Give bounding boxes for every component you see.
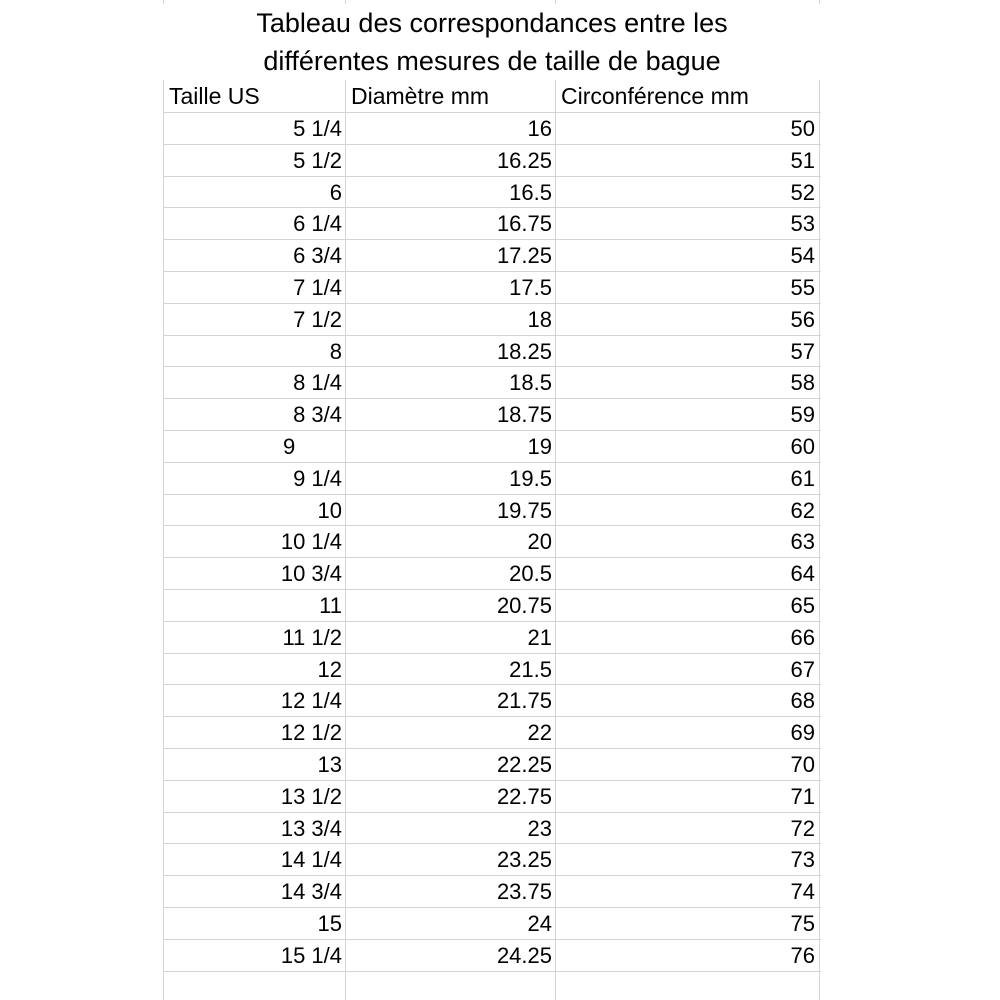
- cell-circumference[interactable]: 69: [790, 720, 815, 746]
- table-row: [163, 366, 821, 398]
- cell-circumference[interactable]: 74: [790, 879, 815, 905]
- table-row: [163, 589, 821, 621]
- cell-diameter[interactable]: 20: [527, 529, 552, 555]
- cell-us-size[interactable]: 10 3/4: [280, 561, 342, 587]
- cell-diameter[interactable]: 16.75: [496, 211, 552, 237]
- cell-diameter[interactable]: 21.75: [496, 688, 552, 714]
- cell-us-size[interactable]: 11 1/2: [282, 624, 342, 650]
- cell-diameter[interactable]: 16.5: [509, 179, 552, 205]
- cell-circumference[interactable]: 66: [790, 624, 815, 650]
- cell-circumference[interactable]: 58: [790, 370, 815, 396]
- cell-diameter[interactable]: 17.5: [509, 274, 552, 300]
- table-row: [163, 557, 821, 589]
- table-title-line-1: Tableau des correspondances entre les: [256, 8, 728, 38]
- table-row: [163, 239, 821, 271]
- table-row: [163, 430, 821, 462]
- header-diameter[interactable]: Diamètre mm: [351, 83, 490, 109]
- table-row: [163, 780, 821, 812]
- cell-us-size[interactable]: 7 1/2: [293, 306, 342, 332]
- cell-us-size[interactable]: 13 1/2: [280, 783, 342, 809]
- cell-us-size[interactable]: 11: [319, 592, 342, 618]
- cell-circumference[interactable]: 72: [790, 815, 815, 841]
- cell-us-size[interactable]: 9: [283, 433, 296, 459]
- cell-us-size[interactable]: 14 3/4: [280, 879, 342, 905]
- cell-circumference[interactable]: 64: [790, 561, 815, 587]
- cell-us-size[interactable]: 13 3/4: [280, 815, 342, 841]
- cell-diameter[interactable]: 19.5: [509, 465, 552, 491]
- cell-diameter[interactable]: 18.5: [509, 370, 552, 396]
- cell-diameter[interactable]: 22: [527, 720, 552, 746]
- cell-diameter[interactable]: 23.75: [496, 879, 552, 905]
- table-row: [163, 525, 821, 557]
- cell-circumference[interactable]: 56: [790, 306, 815, 332]
- cell-us-size[interactable]: 6 1/4: [293, 211, 342, 237]
- cell-diameter[interactable]: 16.25: [496, 147, 552, 173]
- cell-diameter[interactable]: 23.25: [496, 847, 552, 873]
- cell-diameter[interactable]: 18: [527, 306, 552, 332]
- cell-circumference[interactable]: 71: [790, 783, 815, 809]
- cell-diameter[interactable]: 21.5: [509, 656, 552, 682]
- header-circumference[interactable]: Circonférence mm: [561, 83, 749, 109]
- table-row: [163, 843, 821, 875]
- cell-circumference[interactable]: 53: [790, 211, 815, 237]
- cell-circumference[interactable]: 54: [790, 243, 815, 269]
- cell-circumference[interactable]: 52: [790, 179, 815, 205]
- cell-us-size[interactable]: 7 1/4: [293, 274, 342, 300]
- table-row: [163, 684, 821, 716]
- table-row: [163, 494, 821, 526]
- cell-circumference[interactable]: 59: [790, 402, 815, 428]
- cell-circumference[interactable]: 73: [790, 847, 815, 873]
- table-row: [163, 144, 821, 176]
- cell-us-size[interactable]: 15: [317, 910, 342, 936]
- cell-circumference[interactable]: 50: [790, 116, 815, 141]
- table-row: [163, 271, 821, 303]
- cell-us-size[interactable]: 12 1/2: [280, 720, 342, 746]
- cell-circumference[interactable]: 75: [790, 910, 815, 936]
- header-us-size[interactable]: Taille US: [169, 83, 260, 109]
- cell-diameter[interactable]: 22.25: [496, 751, 552, 777]
- table-body: [163, 112, 821, 971]
- cell-circumference[interactable]: 67: [790, 656, 815, 682]
- cell-us-size[interactable]: 8 1/4: [293, 370, 342, 396]
- table-title-line-2: différentes mesures de taille de bague: [263, 46, 721, 76]
- cell-circumference[interactable]: 65: [790, 592, 815, 618]
- table-row: [163, 621, 821, 653]
- cell-us-size[interactable]: 6: [329, 179, 342, 205]
- cell-diameter[interactable]: 24.25: [496, 942, 552, 968]
- cell-us-size[interactable]: 12 1/4: [280, 688, 342, 714]
- cell-circumference[interactable]: 51: [790, 147, 815, 173]
- cell-us-size[interactable]: 15 1/4: [280, 942, 342, 968]
- cell-diameter[interactable]: 19: [527, 433, 552, 459]
- cell-circumference[interactable]: 68: [790, 688, 815, 714]
- table-row: [163, 303, 821, 335]
- table-row: [163, 812, 821, 844]
- cell-circumference[interactable]: 60: [790, 433, 815, 459]
- cell-circumference[interactable]: 70: [790, 751, 815, 777]
- table-row: [163, 335, 821, 367]
- cell-circumference[interactable]: 55: [790, 274, 815, 300]
- cell-diameter[interactable]: 20.75: [496, 592, 552, 618]
- cell-us-size[interactable]: 5 1/4: [293, 116, 342, 141]
- table-row: [163, 939, 821, 971]
- cell-diameter[interactable]: 24: [527, 910, 552, 936]
- cell-diameter[interactable]: 19.75: [496, 497, 552, 523]
- cell-us-size[interactable]: 8: [329, 338, 342, 364]
- cell-circumference[interactable]: 61: [790, 465, 815, 491]
- cell-us-size[interactable]: 6 3/4: [293, 243, 342, 269]
- cell-us-size[interactable]: 5 1/2: [293, 147, 342, 173]
- cell-circumference[interactable]: 76: [790, 942, 815, 968]
- table-title[interactable]: [163, 4, 821, 80]
- table-row: [163, 748, 821, 780]
- table-row: [163, 875, 821, 907]
- cell-diameter[interactable]: 20.5: [509, 561, 552, 587]
- table-row: [163, 462, 821, 494]
- spreadsheet: [163, 0, 833, 1000]
- cell-us-size[interactable]: 10: [317, 497, 342, 523]
- cell-us-size[interactable]: 13: [317, 751, 342, 777]
- cell-diameter[interactable]: 18.25: [496, 338, 552, 364]
- cell-us-size[interactable]: 10 1/4: [280, 529, 342, 555]
- cell-diameter[interactable]: 23: [527, 815, 552, 841]
- table-row: [163, 398, 821, 430]
- cell-us-size[interactable]: 8 3/4: [293, 402, 342, 428]
- table-row: [163, 207, 821, 239]
- cell-us-size[interactable]: 12: [317, 656, 342, 682]
- table-row: [163, 716, 821, 748]
- cell-us-size[interactable]: 9 1/4: [293, 465, 342, 491]
- table-row: [163, 176, 821, 208]
- cell-diameter[interactable]: 22.75: [496, 783, 552, 809]
- table-row: [163, 112, 821, 144]
- cell-diameter[interactable]: 21: [527, 624, 552, 650]
- cell-diameter[interactable]: 18.75: [496, 402, 552, 428]
- grid-line-row: [163, 971, 821, 972]
- table-row: [163, 907, 821, 939]
- table-row: [163, 653, 821, 685]
- cell-circumference[interactable]: 62: [790, 497, 815, 523]
- cell-circumference[interactable]: 57: [790, 338, 815, 364]
- cell-circumference[interactable]: 63: [790, 529, 815, 555]
- cell-diameter[interactable]: 17.25: [496, 243, 552, 269]
- cell-diameter[interactable]: 16: [527, 116, 552, 141]
- cell-us-size[interactable]: 14 1/4: [280, 847, 342, 873]
